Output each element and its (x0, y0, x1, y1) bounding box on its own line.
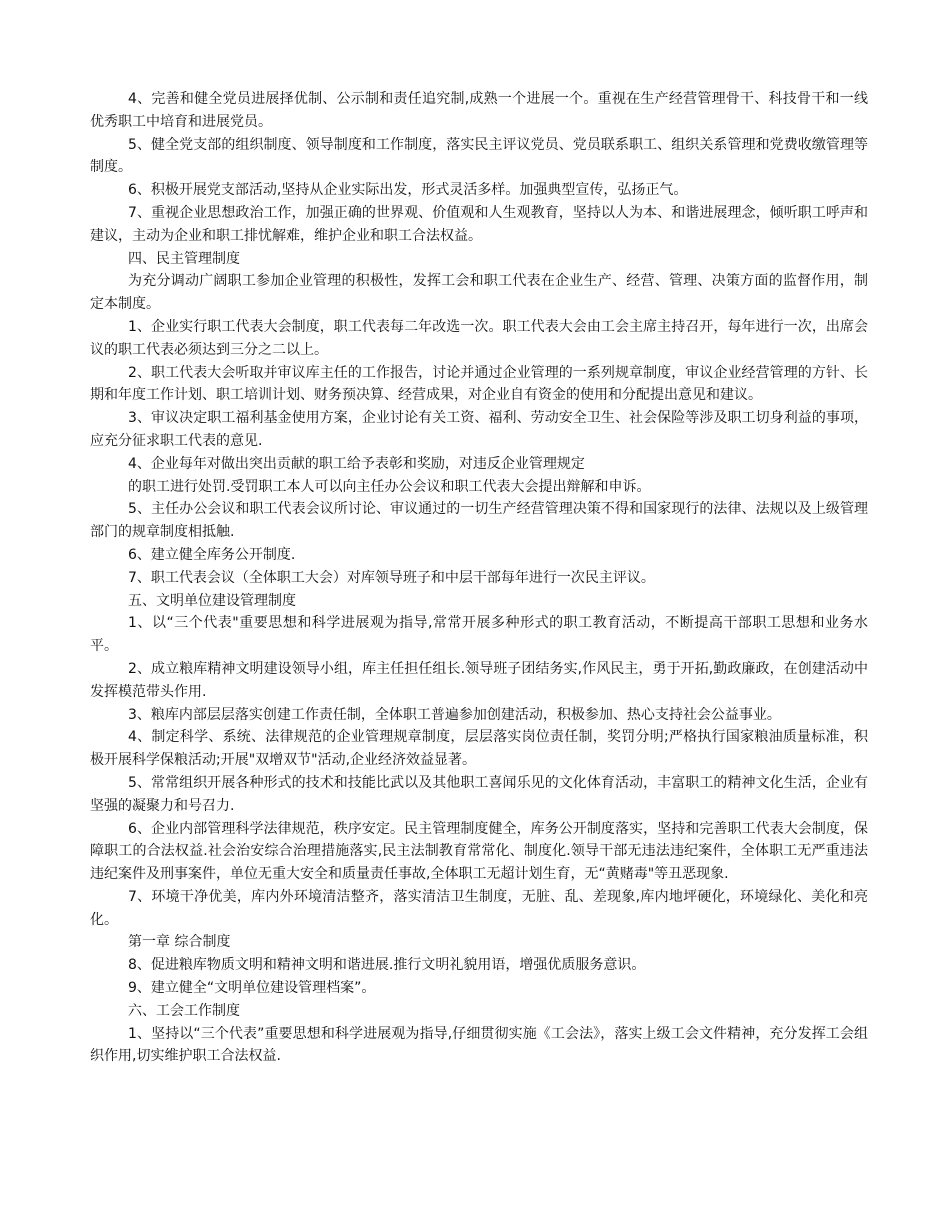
paragraph-democratic-intro: 为充分调动广阔职工参加企业管理的积极性，发挥工会和职工代表在企业生产、经营、管理、决策方面的监督作用，制定本制度。 (90, 273, 868, 313)
paragraph-welfare-fund: 3、审议决定职工福利基金使用方案，企业讨论有关工资、福利、劳动安全卫生、社会保险等涉及职工切身利益的事项，应充分征求职工代表的意见. (90, 410, 868, 449)
paragraph-rewards-continued: 的职工进行处罚.受罚职工本人可以向主任办公会议和职工代表大会提出辩解和申诉。 (128, 478, 651, 495)
paragraph-ideological-work: 7、重视企业思想政治工作，加强正确的世界观、价值观和人生观教育，坚持以人为本、和谐进展理念，倾听职工呼声和建议，主动为企业和职工排忧解难，维护企业和职工合法权益。 (90, 204, 868, 244)
paragraph-party-branch-system: 5、健全党支部的组织制度、领导制度和工作制度，落实民主评议党员、党员联系职工、组织关系管理和党费收缴管理等制度。 (90, 136, 868, 176)
section-heading-civilized-unit: 五、文明单位建设管理制度 (128, 592, 296, 609)
paragraph-education: 1、以“三个代表"重要思想和科学进展观为指导,常常开展多种形式的职工教育活动，不断提高干部职工思想和业务水平。 (90, 615, 868, 655)
paragraph-democratic-review: 7、职工代表会议（全体职工大会）对库领导班子和中层干部每年进行一次民主评议。 (128, 569, 655, 586)
paragraph-environment: 7、环境干净优美，库内外环境清洁整齐，落实清洁卫生制度，无脏、乱、差现象,库内地坪硬化，环境绿化、美化和亮化。 (90, 888, 868, 928)
paragraph-workers-congress: 1、企业实行职工代表大会制度，职工代表每二年改选一次。职工代表大会由工会主席主持召开，每年进行一次，出席会议的职工代表必须达到三分之二以上。 (90, 318, 868, 358)
paragraph-congress-review: 2、职工代表大会听取并审议库主任的工作报告，讨论并通过企业管理的一系列规章制度，审议企业经营管理的方针、长期和年度工作计划、职工培训计划、财务预决算、经营成果，对企业自有资金的使用和分配提出意见和建议。 (90, 364, 868, 404)
paragraph-harmonious-development: 8、促进粮库物质文明和精神文明和谐进展.推行文明礼貌用语，增强优质服务意识。 (128, 957, 646, 974)
paragraph-decision-compliance: 5、主任办公会议和职工代表会议所讨论、审议通过的一切生产经营管理决策不得和国家现行的法律、法规以及上级管理部门的规章制度相抵触. (90, 501, 868, 541)
paragraph-affairs-disclosure: 6、建立健全库务公开制度. (128, 546, 296, 563)
paragraph-cultural-activities: 5、常常组织开展各种形式的技术和技能比武以及其他职工喜闻乐见的文化体育活动，丰富职工的精神文化生活，企业有坚强的凝聚力和号召力. (90, 774, 868, 814)
section-heading-union-work: 六、工会工作制度 (128, 1002, 240, 1019)
paragraph-archives: 9、建立健全“文明单位建设管理档案”。 (128, 980, 376, 997)
paragraph-rewards: 4、企业每年对做出突出贡献的职工给予表彰和奖励，对违反企业管理规定 (128, 455, 585, 472)
paragraph-party-member-development: 4、完善和健全党员进展择优制、公示制和责任追究制,成熟一个进展一个。重视在生产经营管理骨干、科技骨干和一线优秀职工中培育和进展党员。 (90, 91, 868, 130)
chapter-heading-general-system: 第一章 综合制度 (128, 934, 231, 951)
paragraph-internal-management: 6、企业内部管理科学法律规范，秩序安定。民主管理制度健全，库务公开制度落实，坚持和完善职工代表大会制度，保障职工的合法权益.社会治安综合治理措施落实,民主法制教育常常化、制度化.领导干部无违法违纪案件，全体职工无严重违法违纪案件及刑事案件，单位无重大安全和质量责任事故,全体职工无超计划生育，无“黄赌毒"等丑恶现象. (90, 820, 868, 883)
section-heading-democratic-management: 四、民主管理制度 (128, 250, 240, 267)
paragraph-party-branch-activities: 6、积极开展党支部活动,坚持从企业实际出发，形式灵活多样。加强典型宣传，弘扬正气。 (128, 182, 688, 199)
paragraph-management-rules: 4、制定科学、系统、法律规范的企业管理规章制度，层层落实岗位责任制，奖罚分明;严格执行国家粮油质量标准，积极开展科学保粮活动;开展"双增双节"活动,企业经济效益显著。 (90, 729, 868, 769)
paragraph-union-law: 1、坚持以“三个代表”重要思想和科学进展观为指导,仔细贯彻实施《工会法》，落实上级工会文件精神，充分发挥工会组织作用,切实维护职工合法权益. (90, 1025, 868, 1065)
paragraph-responsibility-system: 3、粮库内部层层落实创建工作责任制，全体职工普遍参加创建活动，积极参加、热心支持社会公益事业。 (128, 706, 781, 723)
paragraph-leading-group: 2、成立粮库精神文明建设领导小组，库主任担任组长.领导班子团结务实,作风民主，勇于开拓,勤政廉政，在创建活动中发挥模范带头作用. (90, 660, 868, 700)
